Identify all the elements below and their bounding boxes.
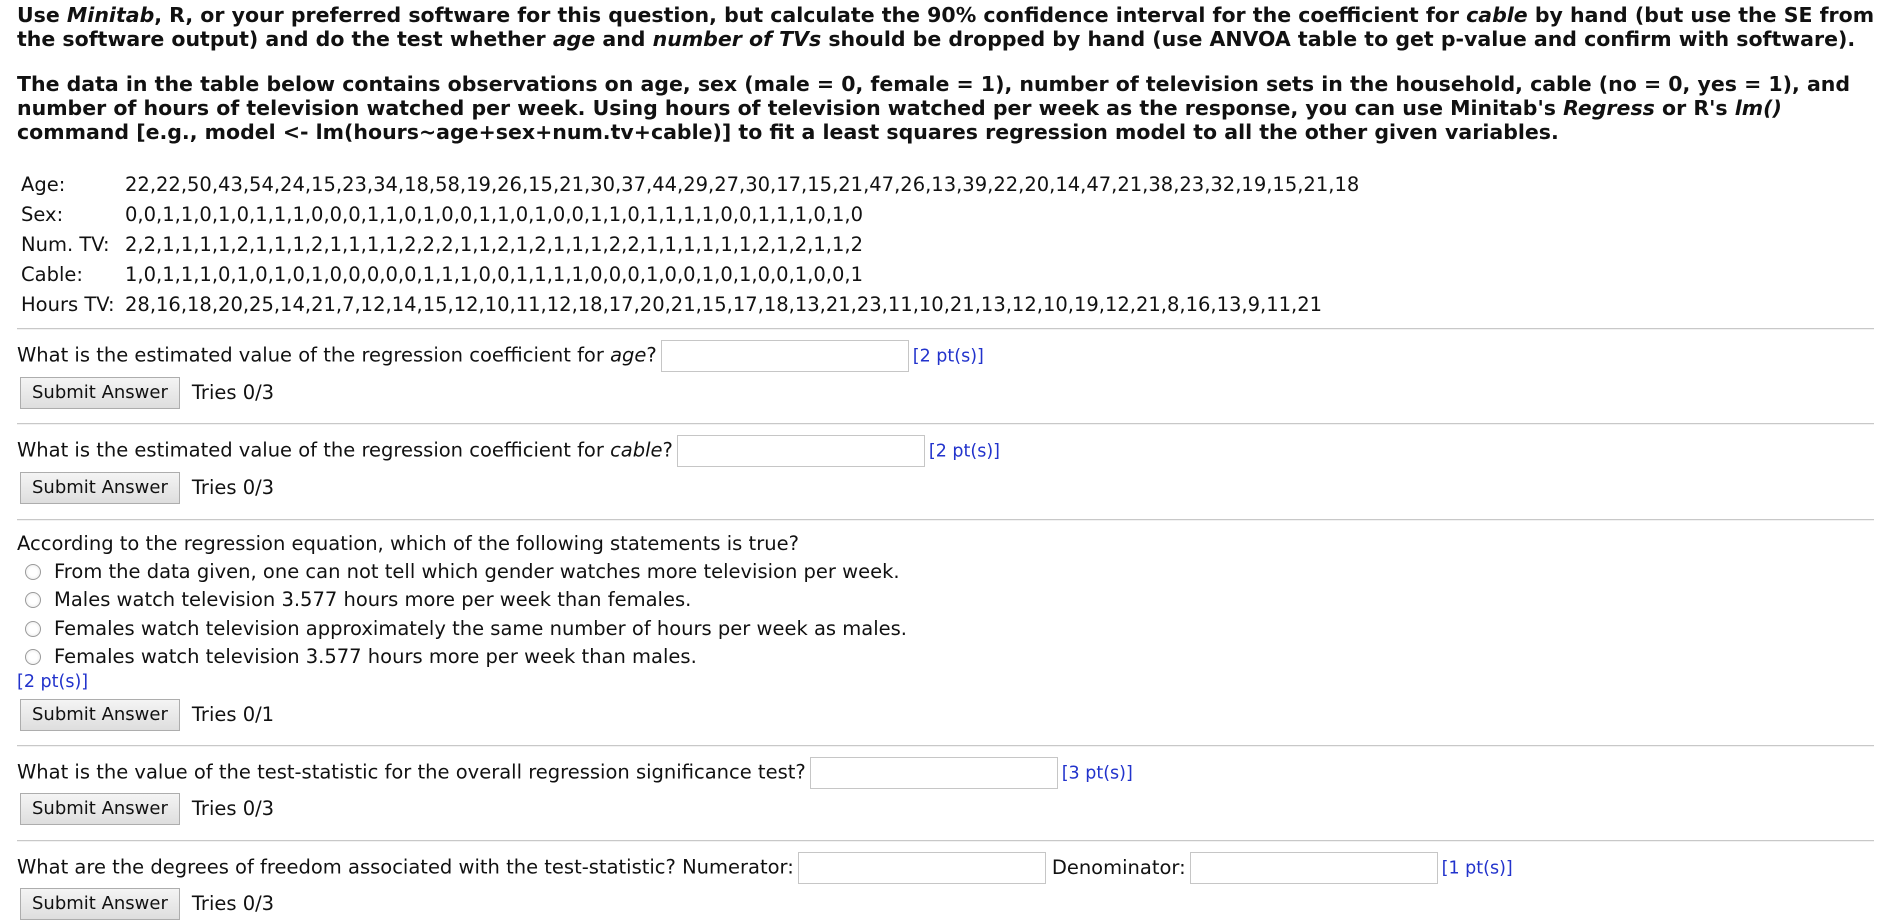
denominator-label: Denominator: [1051, 855, 1186, 879]
divider [17, 519, 1874, 521]
table-row [21, 230, 1359, 260]
divider [17, 328, 1874, 330]
data-description-paragraph [17, 72, 1877, 144]
question-punct: ? [646, 343, 657, 367]
emphasized-term: cable [1466, 3, 1528, 27]
divider [17, 745, 1874, 747]
question-text: What is the estimated value of the regression coefficient for [17, 343, 611, 367]
question-gender-statement: According to the regression equation, which of the following statements is true? [17, 532, 799, 555]
tries-counter: Tries 0/3 [191, 475, 275, 499]
tries-counter: Tries 0/3 [191, 796, 275, 820]
intro-text: Use [17, 3, 67, 27]
row-label-num-tv: Num. TV: [21, 233, 110, 256]
submit-answer-button[interactable]: Submit Answer [20, 888, 180, 920]
submit-answer-button[interactable]: Submit Answer [20, 699, 180, 731]
points-label: [2 pt(s)] [912, 346, 984, 367]
row-label-age: Age: [21, 173, 66, 196]
data-table [21, 170, 1359, 320]
intro-text: , R, or your preferred software for this question, but calculate the 90% confidence interval for the coefficient for [154, 3, 1467, 27]
intro-text: should be dropped by hand (use ANVOA table to get p-value and confirm with software). [821, 27, 1856, 51]
submit-row [20, 699, 274, 731]
numerator-df-input[interactable] [798, 852, 1046, 884]
question-punct: ? [662, 438, 673, 462]
question-text: What is the estimated value of the regression coefficient for [17, 438, 611, 462]
answer-option[interactable] [25, 588, 691, 611]
divider [17, 423, 1874, 425]
row-values-sex: 0,0,1,1,0,1,0,1,1,1,0,0,0,1,1,0,1,0,0,1,1,0,1,0,0,1,1,0,1,1,1,1,0,0,1,1,1,0,1,0 [125, 203, 864, 226]
question-variable: cable [610, 438, 663, 462]
option-text: Males watch television 3.577 hours more per week than females. [54, 588, 692, 611]
intro-text: and [595, 27, 653, 51]
emphasized-term: Regress [1563, 96, 1655, 120]
test-statistic-input[interactable] [810, 757, 1058, 789]
intro-text: command [e.g., model <- lm(hours~age+sex+num.tv+cable)] to fit a least squares regression model to all the other given variables. [17, 120, 1559, 144]
emphasized-term: number of TVs [652, 27, 822, 51]
table-row [21, 170, 1359, 200]
row-values-hours-tv: 28,16,18,20,25,14,21,7,12,14,15,12,10,11,12,18,17,20,21,15,17,18,13,21,23,11,10,21,13,12,10,19,12,21,8,16,13,9,11,21 [125, 293, 1323, 316]
submit-answer-button[interactable]: Submit Answer [20, 472, 180, 504]
denominator-df-input[interactable] [1190, 852, 1438, 884]
tries-counter: Tries 0/3 [191, 891, 275, 915]
option-text: Females watch television approximately the same number of hours per week as males. [54, 617, 907, 640]
points-label: [2 pt(s)] [17, 672, 89, 692]
radio-button[interactable] [25, 649, 41, 665]
divider [17, 840, 1874, 842]
radio-button[interactable] [25, 621, 41, 637]
question-text: What is the value of the test-statistic for the overall regression significance test? [17, 760, 806, 784]
points-label: [1 pt(s)] [1441, 858, 1513, 879]
emphasized-term: lm() [1734, 96, 1782, 120]
submit-row [20, 888, 274, 920]
question-age-coefficient [17, 340, 984, 372]
question-test-statistic [17, 757, 1133, 789]
table-row [21, 260, 1359, 290]
radio-button[interactable] [25, 564, 41, 580]
answer-option[interactable] [25, 645, 697, 668]
question-variable: age [610, 343, 647, 367]
tries-counter: Tries 0/3 [191, 380, 275, 404]
submit-row [20, 472, 274, 504]
question-degrees-of-freedom [17, 852, 1513, 884]
table-row [21, 200, 1359, 230]
cable-coefficient-input[interactable] [677, 435, 925, 467]
question-text: What are the degrees of freedom associated with the test-statistic? Numerator: [17, 855, 794, 879]
age-coefficient-input[interactable] [661, 340, 909, 372]
table-row [21, 290, 1359, 320]
answer-option[interactable] [25, 560, 900, 583]
row-values-num-tv: 2,2,1,1,1,1,2,1,1,1,2,1,1,1,1,2,2,2,1,1,2,1,2,1,1,1,2,2,1,1,1,1,1,1,2,1,2,1,1,2 [125, 233, 864, 256]
radio-button[interactable] [25, 592, 41, 608]
points-label: [2 pt(s)] [928, 441, 1000, 462]
submit-answer-button[interactable]: Submit Answer [20, 793, 180, 825]
option-text: Females watch television 3.577 hours more per week than males. [54, 645, 697, 668]
row-label-sex: Sex: [21, 203, 64, 226]
row-values-age: 22,22,50,43,54,24,15,23,34,18,58,19,26,15,21,30,37,44,29,27,30,17,15,21,47,26,13,39,22,20,14,47,21,38,23,32,19,15,21,18 [125, 173, 1360, 196]
emphasized-term: age [552, 27, 596, 51]
option-text: From the data given, one can not tell which gender watches more television per week. [54, 560, 900, 583]
instructions-paragraph [17, 3, 1877, 51]
row-label-cable: Cable: [21, 263, 83, 286]
intro-text: or R's [1654, 96, 1735, 120]
points-label: [3 pt(s)] [1061, 763, 1133, 784]
question-cable-coefficient [17, 435, 1000, 467]
row-label-hours-tv: Hours TV: [21, 293, 115, 316]
intro-text: The data in the table below contains observations on age, sex (male = 0, female = 1), number of television sets in the household, cable (no = 0, yes = 1), and number of hours of television watched per week. Using hours of television watched per week as the response, you can use Minitab's [17, 72, 1851, 120]
answer-option[interactable] [25, 617, 907, 640]
row-values-cable: 1,0,1,1,1,0,1,0,1,0,1,0,0,0,0,0,1,1,1,0,0,1,1,1,1,0,0,0,1,0,0,1,0,1,0,0,1,0,0,1 [125, 263, 864, 286]
intro-text: by hand (but use the SE from the software output) and do the test whether [17, 3, 1875, 51]
emphasized-term: Minitab [66, 3, 155, 27]
submit-answer-button[interactable]: Submit Answer [20, 377, 180, 409]
submit-row [20, 377, 274, 409]
submit-row [20, 793, 274, 825]
tries-counter: Tries 0/1 [191, 702, 275, 726]
